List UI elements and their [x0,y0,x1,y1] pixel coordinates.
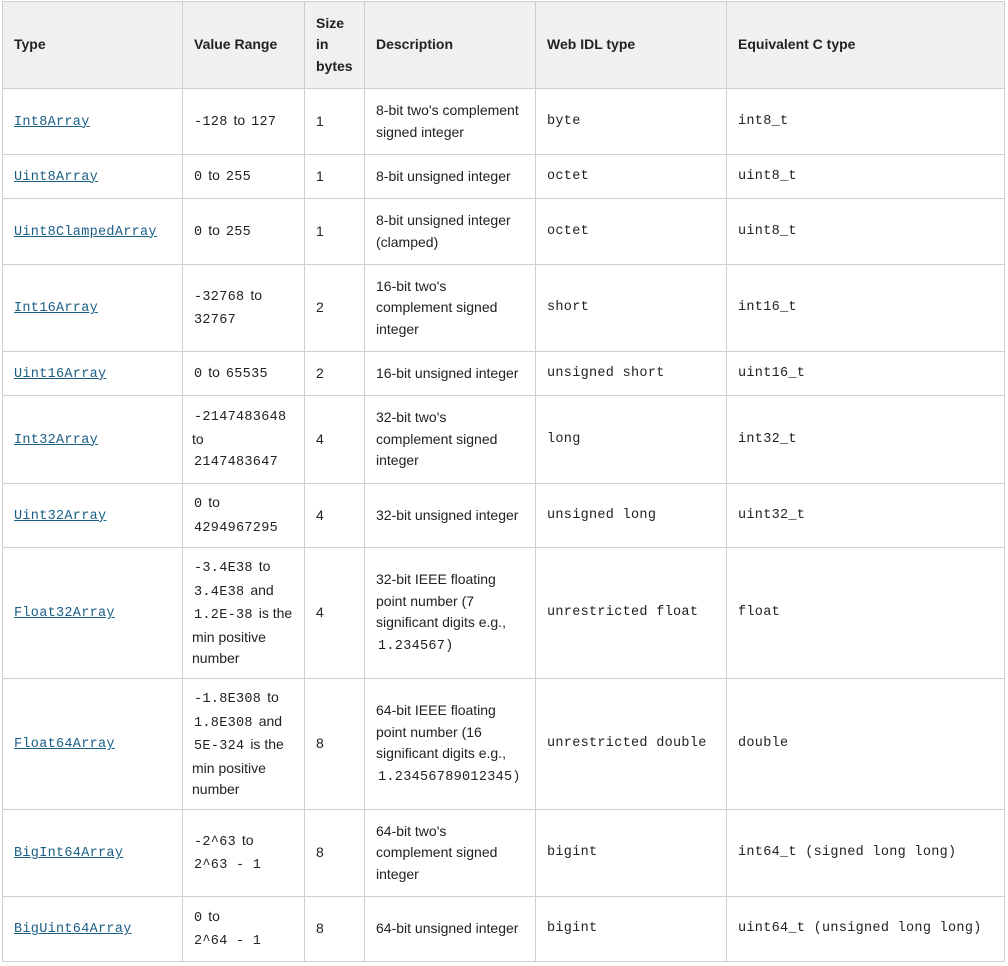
description-cell: 64-bit unsigned integer [365,897,536,962]
range-min: -128 [194,114,228,130]
description-cell: 8-bit two's complement signed integer [365,89,536,155]
table-row [3,396,1005,484]
type-link[interactable]: Int32Array [14,432,99,448]
size-cell: 8 [305,897,365,962]
size-cell: 4 [305,484,365,548]
type-link[interactable]: BigUint64Array [14,922,132,938]
idl-type-cell: unsigned short [536,352,727,396]
range-cell [183,679,305,810]
range-to: to [208,494,220,510]
idl-type-cell: octet [536,155,727,199]
range-cell [183,810,305,897]
range-max: 2^63 - 1 [194,858,262,873]
idl-type-cell: unsigned long [536,484,727,548]
idl-type-cell: long [536,396,727,484]
c-type-cell: uint32_t [727,484,1005,548]
range-min: -2147483648 [194,410,287,426]
header-type: Type [3,2,183,89]
type-cell [3,548,183,679]
range-cell [183,89,305,155]
description-cell: 64-bit two's complement signed integer [365,810,536,897]
range-min: -2^63 [194,834,237,850]
range-max: 1.8E308 [194,715,253,731]
type-cell [3,897,183,962]
range-cell [183,897,305,962]
size-cell: 1 [305,155,365,199]
type-link[interactable]: BigInt64Array [14,846,124,862]
idl-type-cell: unrestricted float [536,548,727,679]
type-cell [3,265,183,352]
range-to: to [208,363,220,380]
type-link[interactable]: Int16Array [14,301,99,317]
idl-type-cell: unrestricted double [536,679,727,810]
table-row [3,679,1005,810]
table-row [3,352,1005,396]
c-type-cell: int64_t (signed long long) [727,810,1005,897]
table-row [3,199,1005,265]
range-min: 0 [194,366,203,382]
table-row [3,89,1005,155]
type-link[interactable]: Uint32Array [14,508,107,524]
range-max: 2147483647 [194,455,279,471]
description-cell: 32-bit unsigned integer [365,484,536,548]
c-type-cell: int16_t [727,265,1005,352]
type-link[interactable]: Uint8Array [14,169,99,185]
description-cell: 8-bit unsigned integer (clamped) [365,199,536,265]
description-close: ) [514,766,520,783]
typed-array-table [2,1,1005,962]
description-cell [365,548,536,679]
description-example: 1.23456789012345 [378,769,513,785]
range-to: to [192,430,204,447]
type-cell [3,352,183,396]
description-cell: 16-bit two's complement signed integer [365,265,536,352]
range-min: -32768 [194,289,245,305]
type-link[interactable]: Float32Array [14,606,115,622]
type-link[interactable]: Float64Array [14,737,115,753]
range-max: 4294967295 [194,520,279,536]
range-note: is the min positive number [192,605,293,667]
type-cell [3,810,183,897]
range-max: 127 [251,114,277,130]
range-to: to [208,907,220,924]
range-min-positive: 1.2E-38 [194,608,253,624]
idl-type-cell: short [536,265,727,352]
range-min: 0 [194,224,203,240]
size-cell: 1 [305,89,365,155]
type-link[interactable]: Uint16Array [14,366,107,382]
type-cell [3,155,183,199]
c-type-cell: uint64_t (unsigned long long) [727,897,1005,962]
type-cell [3,396,183,484]
range-cell [183,396,305,484]
header-size [305,2,365,89]
range-max: 255 [225,224,252,240]
table-row [3,484,1005,548]
description-close: ) [447,635,452,652]
range-to: to [233,111,246,128]
table-header-row [3,2,1005,89]
range-max: 2^64 - 1 [194,934,262,949]
type-link[interactable]: Uint8ClampedArray [14,224,157,240]
size-cell: 1 [305,199,365,265]
range-max: 3.4E38 [194,584,245,600]
idl-type-cell: byte [536,89,727,155]
header-description: Description [365,2,536,89]
type-cell [3,89,183,155]
c-type-cell: uint8_t [727,199,1005,265]
size-cell: 4 [305,396,365,484]
type-link[interactable]: Int8Array [14,114,90,130]
range-cell [183,548,305,679]
range-cell [183,484,305,548]
range-cell [183,155,305,199]
range-cell [183,199,305,265]
description-cell: 8-bit unsigned integer [365,155,536,199]
range-min: 0 [194,910,203,926]
type-cell [3,199,183,265]
header-size-line1: Size [316,14,345,31]
c-type-cell: double [727,679,1005,810]
c-type-cell: int32_t [727,396,1005,484]
range-max: 255 [225,169,252,185]
range-cell [183,352,305,396]
range-and: and [250,581,274,598]
c-type-cell: int8_t [727,89,1005,155]
range-min: -3.4E38 [194,561,253,577]
idl-type-cell: bigint [536,810,727,897]
table-row [3,548,1005,679]
description-text: 32-bit IEEE floating point number (7 significant digits e.g., [376,571,506,630]
range-min: 0 [194,497,203,512]
range-and: and [258,712,283,729]
range-to: to [241,831,254,848]
table-row [3,155,1005,199]
table-row [3,897,1005,962]
idl-type-cell: bigint [536,897,727,962]
description-text: 64-bit IEEE floating point number (16 significant digits e.g., [376,702,506,761]
description-cell: 32-bit two's complement signed integer [365,396,536,484]
size-cell: 4 [305,548,365,679]
size-cell: 2 [305,352,365,396]
description-example: 1.234567 [378,638,446,654]
range-min-positive: 5E-324 [194,739,245,755]
header-web-idl-type: Web IDL type [536,2,727,89]
header-size-line3: bytes [316,57,353,74]
c-type-cell: float [727,548,1005,679]
range-to: to [258,558,271,575]
range-to: to [208,166,220,183]
size-cell: 8 [305,679,365,810]
description-cell: 16-bit unsigned integer [365,352,536,396]
size-cell: 8 [305,810,365,897]
description-cell [365,679,536,810]
range-max: 32767 [194,313,237,328]
header-size-line2: in [316,36,329,53]
c-type-cell: uint16_t [727,352,1005,396]
table-row [3,810,1005,897]
range-min: -1.8E308 [194,692,262,708]
size-cell: 2 [305,265,365,352]
table-row [3,265,1005,352]
range-to: to [208,221,220,238]
header-value-range: Value Range [183,2,305,89]
idl-type-cell: octet [536,199,727,265]
c-type-cell: uint8_t [727,155,1005,199]
range-note: is the min positive number [192,736,284,798]
range-to: to [267,689,279,706]
type-cell [3,484,183,548]
header-c-type: Equivalent C type [727,2,1005,89]
range-cell [183,265,305,352]
range-to: to [250,286,262,303]
type-cell [3,679,183,810]
range-max: 65535 [225,366,268,382]
range-min: 0 [194,169,203,185]
